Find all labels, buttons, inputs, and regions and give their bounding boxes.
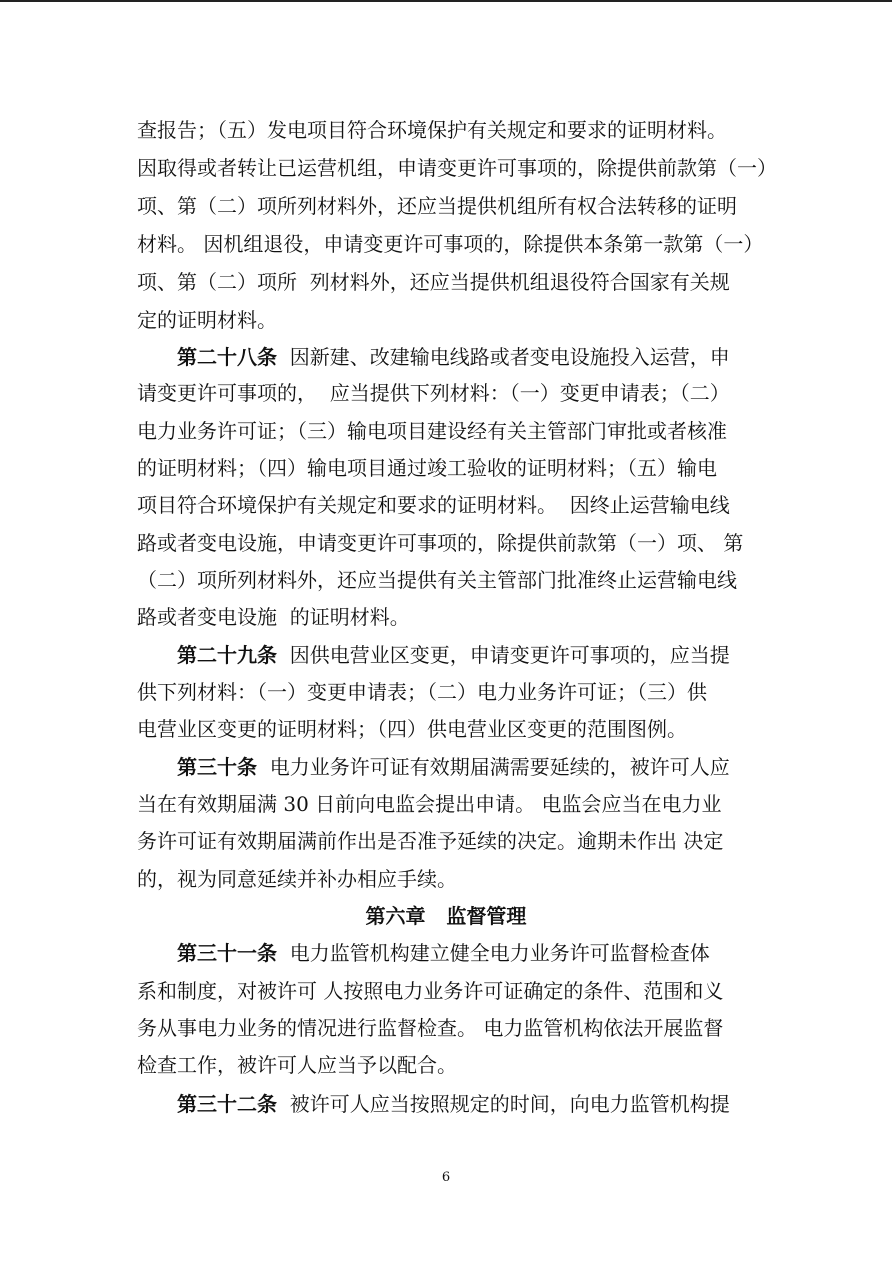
top-border (0, 0, 892, 2)
article-31-first-line (177, 941, 710, 965)
text-line: 项、第（二）项所列材料外，还应当提供机组所有权合法转移的证明 (137, 194, 737, 218)
text-line: 系和制度，对被许可 人按照电力业务许可证确定的条件、范围和义 (137, 979, 724, 1003)
text-line: 务许可证有效期届满前作出是否准予延续的决定。逾期未作出 决定 (137, 829, 724, 853)
article-32-label: 第三十二条 (177, 1092, 277, 1116)
text-line: 查报告；（五）发电项目符合环境保护有关规定和要求的证明材料。 (137, 118, 727, 142)
chapter-heading: 第六章 监督管理 (365, 904, 527, 928)
article-30-label: 第三十条 (177, 755, 257, 779)
page-number: 6 (441, 1170, 451, 1185)
article-30-text: 电力业务许可证有效期届满需要延续的，被许可人应 (257, 755, 730, 779)
article-29-first-line (177, 643, 730, 667)
text-line: 供下列材料：（一）变更申请表；（二）电力业务许可证；（三）供 (137, 680, 707, 704)
article-31-text: 电力监管机构建立健全电力业务许可监督检查体 (277, 941, 710, 965)
text-line: 定的证明材料。 (137, 308, 277, 332)
text-line: 项目符合环境保护有关规定和要求的证明材料。 因终止运营输电线 (137, 493, 730, 517)
article-32-text: 被许可人应当按照规定的时间，向电力监管机构提 (277, 1092, 730, 1116)
text-line: 材料。 因机组退役，申请变更许可事项的，除提供本条第一款第（一） (137, 232, 764, 256)
article-29-text: 因供电营业区变更，申请变更许可事项的，应当提 (277, 643, 730, 667)
text-line: 检查工作，被许可人应当予以配合。 (137, 1053, 457, 1077)
article-30-first-line (177, 755, 730, 779)
article-28-label: 第二十八条 (177, 345, 277, 369)
text-line: 路或者变电设施，申请变更许可事项的，除提供前款第（一）项、 第 (137, 531, 744, 555)
text-line: 务从事电力业务的情况进行监督检查。 电力监管机构依法开展监督 (137, 1016, 724, 1040)
text-line: 因取得或者转让已运营机组，申请变更许可事项的，除提供前款第（一） (137, 156, 777, 180)
text-line: 路或者变电设施 的证明材料。 (137, 605, 410, 629)
article-28-first-line (177, 345, 730, 369)
text-line: 请变更许可事项的， 应当提供下列材料：（一）变更申请表；（二） (137, 381, 730, 405)
article-28-text: 因新建、改建输电线路或者变电设施投入运营，申 (277, 345, 730, 369)
article-31-label: 第三十一条 (177, 941, 277, 965)
text-line: 电力业务许可证；（三）输电项目建设经有关主管部门审批或者核准 (137, 419, 727, 443)
article-32-first-line (177, 1092, 730, 1116)
text-line: 电营业区变更的证明材料；（四）供电营业区变更的范围图例。 (137, 717, 687, 741)
article-29-label: 第二十九条 (177, 643, 277, 667)
text-line: 的证明材料；（四）输电项目通过竣工验收的证明材料；（五）输电 (137, 456, 717, 480)
text-line: （二）项所列材料外，还应当提供有关主管部门批准终止运营输电线 (137, 568, 737, 592)
text-line: 项、第（二）项所 列材料外，还应当提供机组退役符合国家有关规 (137, 270, 730, 294)
text-line: 当在有效期届满 30 日前向电监会提出申请。 电监会应当在电力业 (137, 792, 722, 816)
text-line: 的，视为同意延续并补办相应手续。 (137, 867, 457, 891)
